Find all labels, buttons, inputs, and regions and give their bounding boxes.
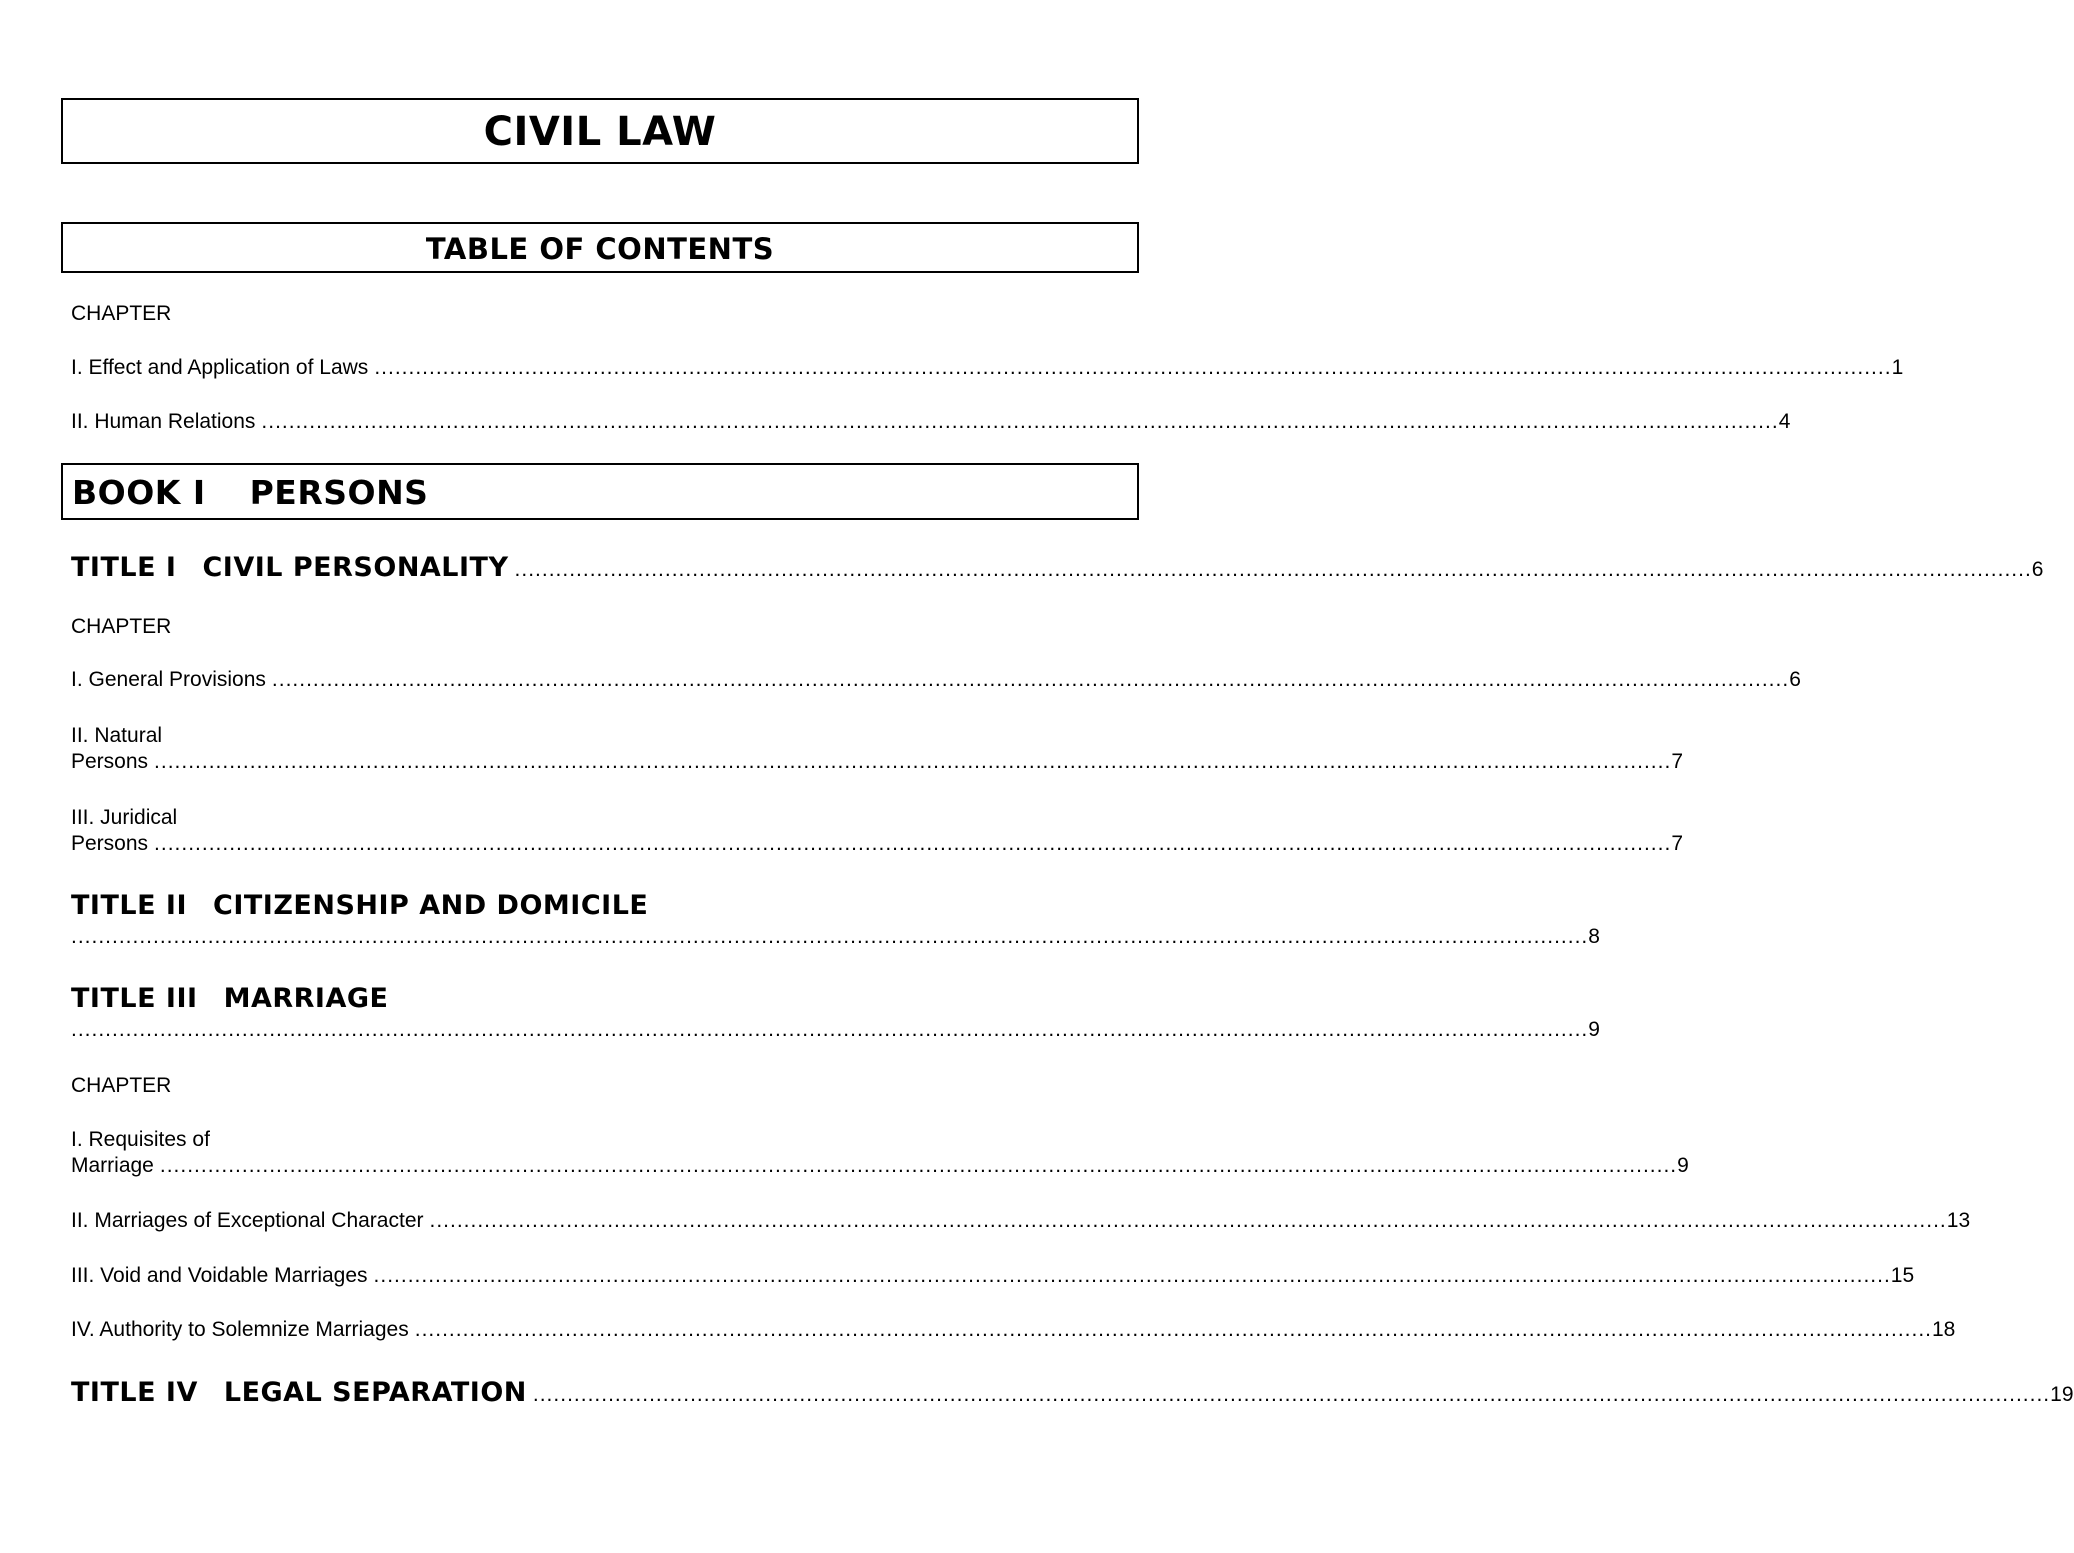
toc-entry-label: II. Marriages of Exceptional Character [71, 1209, 424, 1232]
page-number: 9 [1677, 1154, 1689, 1177]
toc-entry-void-voidable[interactable] [71, 1264, 1915, 1288]
book-name: PERSONS [249, 473, 429, 512]
toc-entry-label: Persons [71, 832, 149, 855]
leader-dots: .............................................................................................................................................................................................................................. [71, 1018, 1589, 1041]
toc-title-heading [71, 552, 509, 583]
title-name: LEGAL SEPARATION [223, 1377, 527, 1408]
toc-entry-human-relations[interactable] [71, 410, 1791, 434]
page-number: 13 [1946, 1209, 1971, 1232]
toc-title-legal-separation[interactable] [71, 1377, 2074, 1408]
toc-entry-label: Persons [71, 750, 149, 773]
chapter-label: CHAPTER [71, 302, 172, 325]
toc-entry-natural-persons-line1: II. Natural [71, 724, 163, 747]
document-title-box [61, 98, 1139, 164]
title-label: TITLE I [71, 552, 177, 583]
leader-dots: .............................................................................................................................................................................................................................. [261, 410, 1779, 433]
page-number: 1 [1891, 356, 1904, 379]
page-number: 19 [2050, 1383, 2074, 1406]
leader-dots: .............................................................................................................................................................................................................................. [71, 925, 1589, 948]
book-heading [72, 475, 428, 511]
toc-entry-requisites-of-marriage[interactable] [71, 1154, 1689, 1178]
book-label: BOOK I [72, 473, 206, 512]
title-name: CIVIL PERSONALITY [202, 552, 509, 583]
toc-entry-requisites-line1: I. Requisites of [71, 1128, 210, 1151]
leader-dots: .............................................................................................................................................................................................................................. [154, 750, 1672, 773]
toc-entry-label: Marriage [71, 1154, 154, 1177]
leader-dots: .............................................................................................................................................................................................................................. [271, 668, 1790, 691]
toc-entry-effect-application[interactable] [71, 356, 1904, 380]
toc-entry-label: II. Human Relations [71, 410, 256, 433]
page-number: 6 [1789, 668, 1801, 691]
toc-title-marriage[interactable] [71, 984, 388, 1014]
leader-dots: .............................................................................................................................................................................................................................. [159, 1154, 1678, 1177]
toc-heading-box [61, 222, 1139, 273]
document-title: CIVIL LAW [483, 109, 717, 155]
leader-dots: .............................................................................................................................................................................................................................. [373, 1264, 1891, 1287]
title-label: TITLE IV [71, 1377, 198, 1408]
page-number: 15 [1890, 1264, 1915, 1287]
toc-entry-authority-solemnize[interactable] [71, 1318, 1956, 1342]
page-number: 7 [1671, 750, 1683, 773]
leader-dots: .............................................................................................................................................................................................................................. [154, 832, 1672, 855]
toc-entry-label: I. Effect and Application of Laws [71, 356, 369, 379]
leader-dots: .............................................................................................................................................................................................................................. [532, 1383, 2051, 1406]
title-name: CITIZENSHIP AND DOMICILE [213, 890, 649, 921]
toc-heading: TABLE OF CONTENTS [425, 232, 775, 266]
toc-title-marriage-leader[interactable] [71, 1018, 1600, 1042]
title-name: MARRIAGE [223, 983, 389, 1014]
page-number: 9 [1588, 1018, 1600, 1041]
leader-dots: .............................................................................................................................................................................................................................. [429, 1209, 1947, 1232]
toc-entry-exceptional-character[interactable] [71, 1209, 1971, 1233]
page-number: 4 [1778, 410, 1791, 433]
leader-dots: .............................................................................................................................................................................................................................. [374, 356, 1892, 379]
chapter-label: CHAPTER [71, 615, 172, 638]
toc-entry-label: I. General Provisions [71, 668, 266, 691]
page-number: 7 [1671, 832, 1683, 855]
toc-entry-label: IV. Authority to Solemnize Marriages [71, 1318, 409, 1341]
leader-dots: .............................................................................................................................................................................................................................. [414, 1318, 1932, 1341]
page-number: 8 [1588, 925, 1600, 948]
toc-title-citizenship-domicile-leader[interactable] [71, 925, 1600, 949]
toc-entry-juridical-persons[interactable] [71, 832, 1683, 856]
toc-entry-juridical-persons-line1: III. Juridical [71, 806, 178, 829]
toc-title-heading [71, 1377, 527, 1408]
page-number: 18 [1932, 1318, 1956, 1341]
toc-title-citizenship-domicile[interactable] [71, 891, 648, 921]
toc-entry-natural-persons[interactable] [71, 750, 1683, 774]
page-number: 6 [2031, 558, 2044, 581]
title-label: TITLE III [71, 983, 198, 1014]
toc-title-civil-personality[interactable] [71, 552, 2044, 583]
leader-dots: .............................................................................................................................................................................................................................. [514, 558, 2032, 581]
book-heading-box [61, 463, 1139, 520]
toc-entry-label: III. Void and Voidable Marriages [71, 1264, 368, 1287]
toc-entry-general-provisions[interactable] [71, 668, 1801, 692]
chapter-label: CHAPTER [71, 1074, 172, 1097]
title-label: TITLE II [71, 890, 188, 921]
